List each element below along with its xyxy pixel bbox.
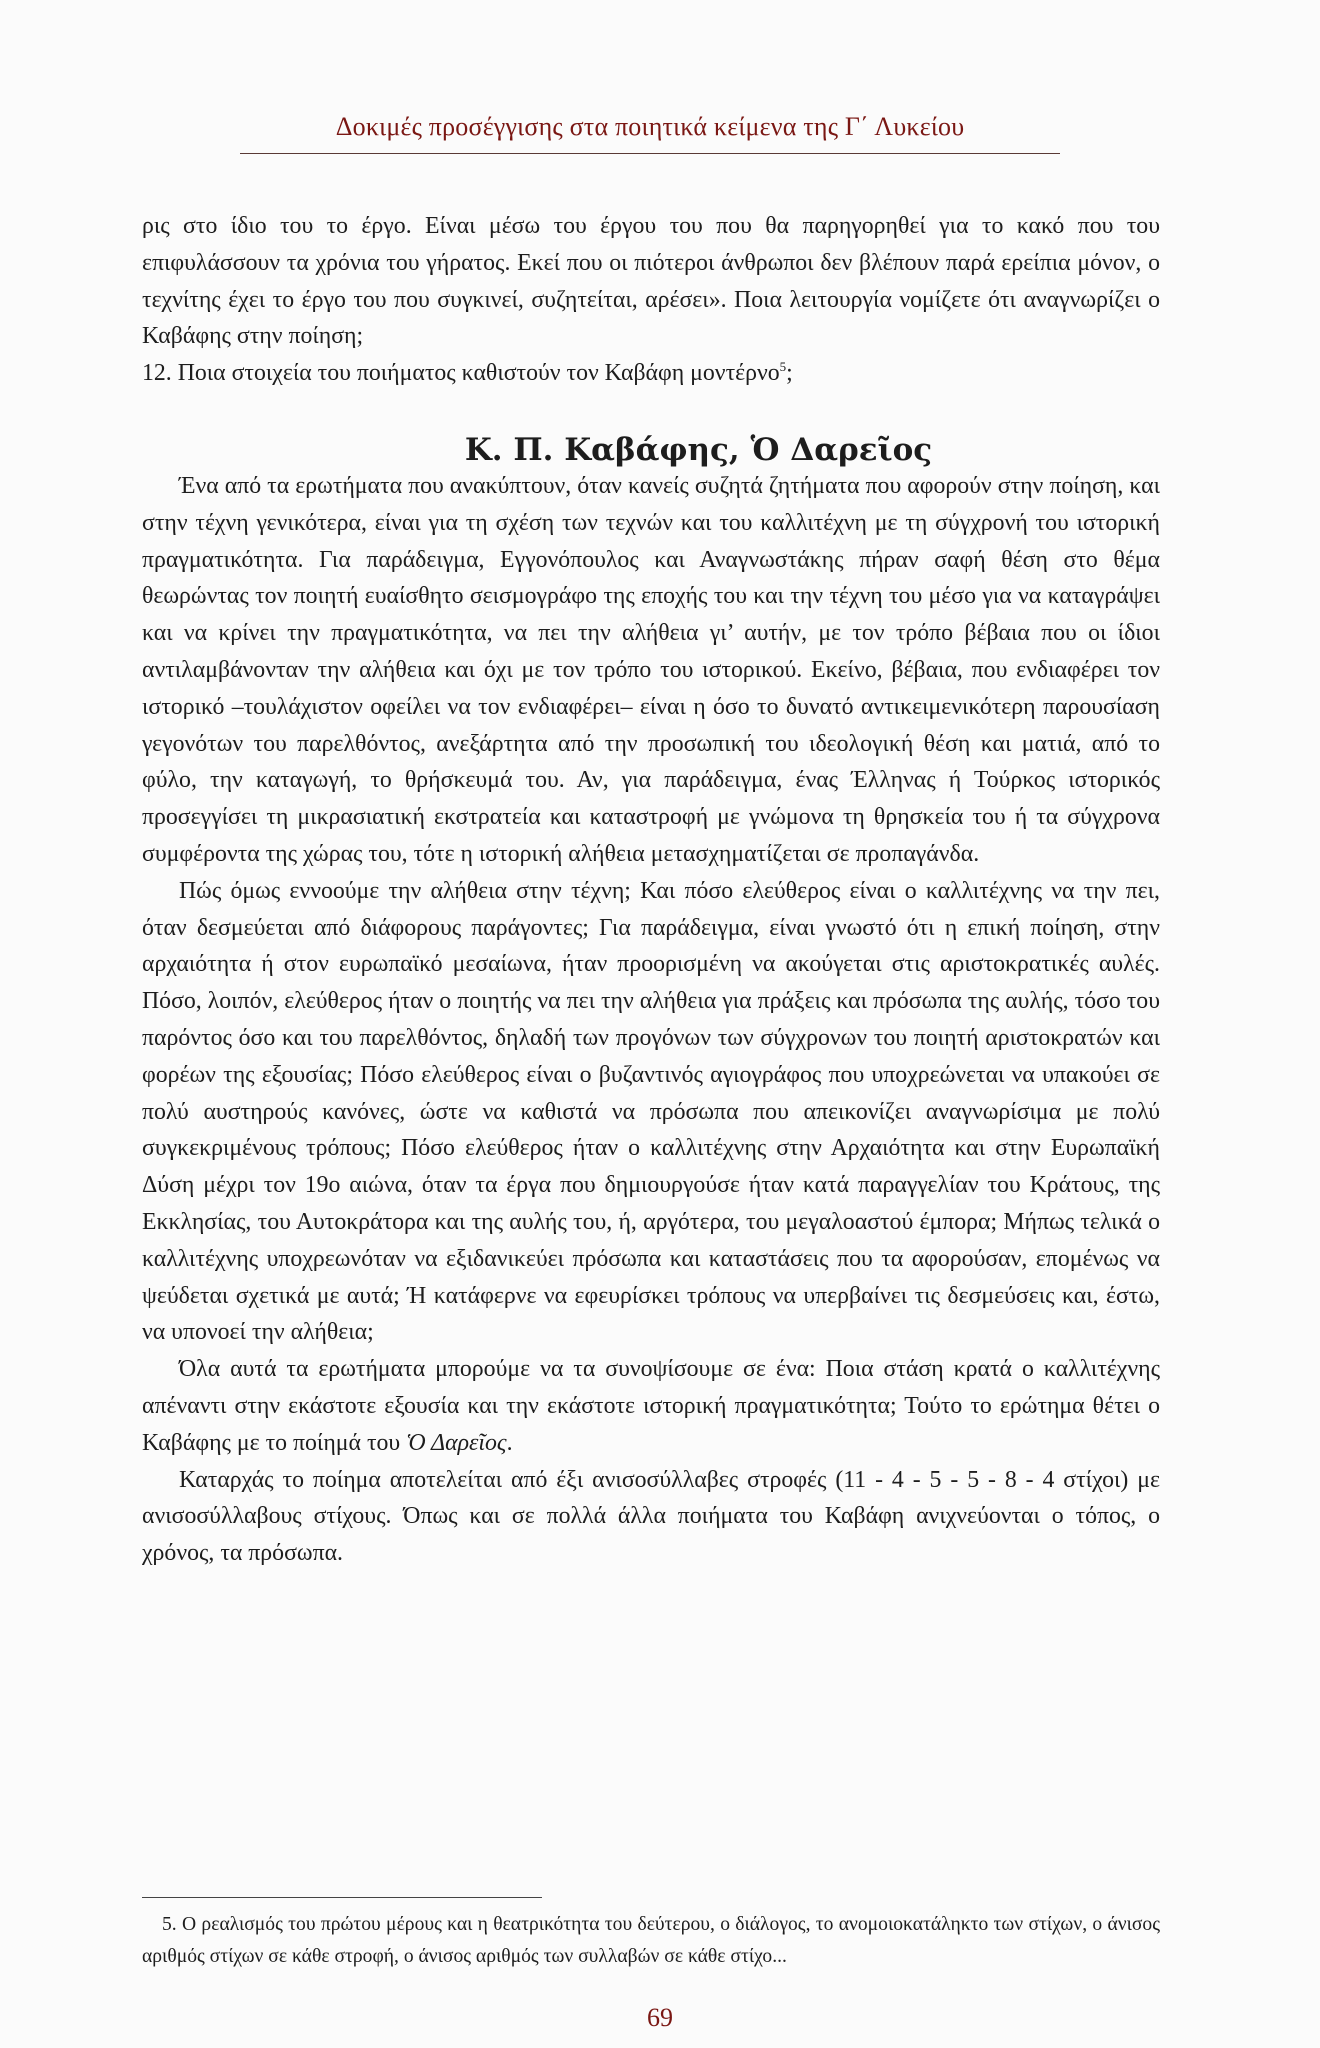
paragraph-3-text: Όλα αυτά τα ερωτήματα μπορούμε να τα συνοψίσουμε σε ένα: Ποια στάση κρατά ο καλλιτέχνης απέναντι στην εκάστοτε εξουσία και την εκάστοτε ιστορική πραγματικότητα; Τούτο το ερώτημα θέτει ο Καβάφης με το ποίημά του — [142, 1356, 1160, 1456]
footnote-text: 5. Ο ρεαλισμός του πρώτου μέρους και η θεατρικότητα του δεύτερου, ο διάλογος, το ανομοιοκατάληκτο των στίχων, ο άνισος αριθμός στίχων σε κάθε στροφή, ο άνισος αριθμός των συλλαβών σε κάθε στίχο... — [142, 1914, 1160, 1967]
intro-continuation: ρις στο ίδιο του το έργο. Είναι μέσω του έργου του που θα παρηγορηθεί για το κακό που του επιφυλάσσουν τα χρόνια του γήρατος. Εκεί που οι πιότεροι άνθρωποι δεν βλέπουν παρά ερείπια μόνον, ο τεχνίτης έχει το έργο του που συγκινεί, συζητείται, αρέσει». Ποια λειτουργία νομίζετε ότι αναγνωρίζει ο Καβάφης στην ποίηση; — [142, 213, 1160, 350]
paragraph-1: Ένα από τα ερωτήματα που ανακύπτουν, όταν κανείς συζητά ζητήματα που αφορούν στην ποίηση, και στην τέχνη γενικότερα, είναι για τη σχέση των τεχνών και του καλλιτέχνη με τη σύγχρονή του ιστορική πραγματικότητα. Για παράδειγμα, Εγγονόπουλος και Αναγνωστάκης πήραν σαφή θέση στο θέμα θεωρώντας τον ποιητή ευαίσθητο σεισμογράφο της εποχής του και την τέχνη του μέσο για να καταγράψει και να κρίνει την πραγματικότητα, να πει την αλήθεια γι’ αυτήν, με τον τρόπο βέβαια που οι ίδιοι αντιλαμβάνονταν την αλήθεια και όχι με τον τρόπο του ιστορικού. Εκείνο, βέβαια, που ενδιαφέρει τον ιστορικό –τουλάχιστον οφείλει να τον ενδιαφέρει– είναι η όσο το δυνατό αντικειμενικότερη παρουσίαση γεγονότων του παρελθόντος, ανεξάρτητα από την προσωπική του ιδεολογική θέση και ματιά, από το φύλο, την καταγωγή, το θρήσκευμά του. Αν, για παράδειγμα, ένας Έλληνας ή Τούρκος ιστορικός προσεγγίσει τη μικρασιατική εκστρατεία και καταστροφή με γνώμονα τη θρησκεία του ή τα σύγχρονα συμφέροντα της χώρας του, τότε η ιστορική αλήθεια μετασχηματίζεται σε προπαγάνδα. — [142, 472, 1160, 867]
question-12 — [142, 355, 1160, 392]
footnote-marker: 5 — [779, 359, 787, 375]
paragraph-2: Πώς όμως εννοούμε την αλήθεια στην τέχνη; Και πόσο ελεύθερος είναι ο καλλιτέχνης να την πει, όταν δεσμεύεται από διάφορους παράγοντες; Για παράδειγμα, είναι γνωστό ότι η επική ποίηση, στην αρχαιότητα ή στον ευρωπαϊκό μεσαίωνα, ήταν προορισμένη να ακούγεται στις αριστοκρατικές αυλές. Πόσο, λοιπόν, ελεύθερος ήταν ο ποιητής να πει την αλήθεια για πράξεις και πρόσωπα της αυλής, τόσο του παρόντος όσο και του παρελθόντος, δηλαδή των προγόνων των σύγχρονων του ποιητή αριστοκρατών και φορέων της εξουσίας; Πόσο ελεύθερος είναι ο βυζαντινός αγιογράφος που υποχρεώνεται να υπακούει σε πολύ αυστηρούς κανόνες, ώστε να καθιστά να πρόσωπα που απεικονίζει αναγνωρίσιμα με πολύ συγκεκριμένους τρόπους; Πόσο ελεύθερος ήταν ο καλλιτέχνης στην Αρχαιότητα και στην Ευρωπαϊκή Δύση μέχρι τον 19ο αιώνα, όταν τα έργα που δημιουργούσε ήταν κατά παραγγελίαν του Κράτους, της Εκκλησίας, του Αυτοκράτορα και της αυλής του, ή, αργότερα, του μεγαλοαστού έμπορα; Μήπως τελικά ο καλλιτέχνης υποχρεωνόταν να εξιδανικεύει πρόσωπα και καταστάσεις που τα αφορούσαν, επομένως να ψεύδεται σχετικά με αυτά; Ή κατάφερνε να εφευρίσκει τρόπους να υπερβαίνει τις δεσμεύσεις και, έστω, να υπονοεί την αλήθεια; — [142, 877, 1160, 1346]
page-number: 69 — [647, 2003, 673, 2032]
poem-reference: Ὁ Δαρεῖος — [406, 1429, 507, 1456]
paragraph-4: Καταρχάς το ποίημα αποτελείται από έξι ανισοσύλλαβες στροφές (11 - 4 - 5 - 5 - 8 - 4 στίχοι) με ανισοσύλλαβους στίχους. Όπως και σε πολλά άλλα ποιήματα του Καβάφη ανιχνεύονται ο τόπος, ο χρόνος, τα πρόσωπα. — [142, 1466, 1160, 1567]
running-header: Δοκιμές προσέγγισης στα ποιητικά κείμενα της Γ΄ Λυκείου — [335, 112, 965, 141]
poem-reference-end: . — [506, 1429, 513, 1456]
body-text — [142, 208, 1160, 1572]
footnote — [142, 1909, 1160, 1973]
paragraph-3 — [142, 1351, 1160, 1461]
header-divider — [240, 153, 1060, 154]
question-12-end: ; — [786, 360, 793, 387]
question-12-text: 12. Ποια στοιχεία του ποιήματος καθιστούν τον Καβάφη μοντέρνο — [142, 360, 780, 387]
footnote-divider — [142, 1897, 542, 1898]
section-title: Κ. Π. Καβάφης, Ὁ Δαρεῖος — [464, 431, 933, 468]
